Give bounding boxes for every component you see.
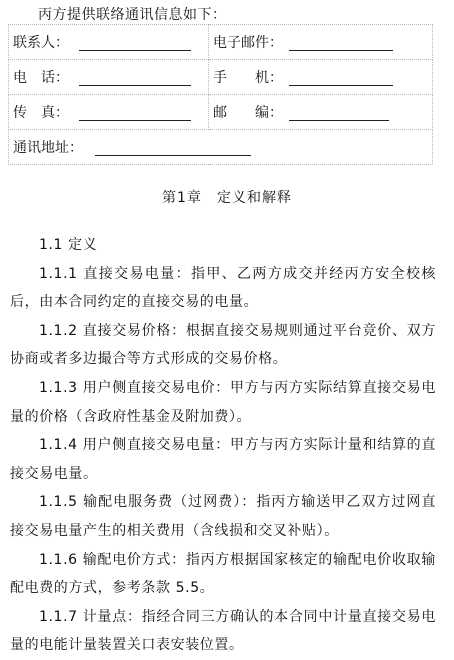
postcode-blank-line bbox=[289, 106, 389, 121]
contact-label: 联系人： bbox=[13, 35, 69, 51]
clause-1-1-3: 1.1.3 用户侧直接交易电价：甲方与丙方实际结算直接交易电量的价格（含政府性基金及附加费）。 bbox=[10, 379, 436, 425]
definitions-body bbox=[10, 231, 436, 660]
mobile-label: 手 机： bbox=[213, 70, 283, 86]
chapter-title: 第1章 定义和解释 bbox=[162, 190, 292, 206]
clause-1-1-2: 1.1.2 直接交易价格：根据直接交易规则通过平台竞价、双方协商或者多边撮合等方式形成的交易价格。 bbox=[10, 322, 436, 368]
email-blank-line bbox=[289, 36, 393, 51]
form-row-fax bbox=[9, 95, 433, 130]
address-blank-line bbox=[95, 141, 251, 156]
clause-1-1-7: 1.1.7 计量点：指经合同三方确认的本合同中计量直接交易电量的电能计量装置关口表安装位置。 bbox=[10, 608, 436, 654]
phone-label: 电 话： bbox=[13, 70, 69, 86]
contact-intro: 丙方提供联络通讯信息如下： bbox=[38, 7, 227, 23]
clause-1-1-6: 1.1.6 输配电价方式：指丙方根据国家核定的输配电价收取输配电费的方式，参考条款 5.5。 bbox=[10, 551, 436, 597]
contact-blank-line bbox=[79, 36, 191, 51]
postcode-label: 邮 编： bbox=[213, 105, 283, 121]
clause-1-1-1: 1.1.1 直接交易电量：指甲、乙两方成交并经丙方安全校核后，由本合同约定的直接交易的电量。 bbox=[10, 265, 436, 311]
email-cell bbox=[209, 25, 433, 60]
address-label: 通讯地址： bbox=[13, 140, 83, 156]
clause-1-1-4: 1.1.4 用户侧直接交易电量：甲方与丙方实际计量和结算的直接交易电量。 bbox=[10, 437, 436, 482]
clause-1-1-5: 1.1.5 输配电服务费（过网费）：指丙方输送甲乙双方过网直接交易电量产生的相关费用（含线损和交叉补贴）。 bbox=[10, 494, 436, 539]
form-row-address bbox=[9, 130, 433, 165]
mobile-blank-line bbox=[289, 71, 393, 86]
address-cell bbox=[9, 130, 433, 165]
fax-label: 传 真： bbox=[13, 105, 69, 121]
section-heading: 1.1 定义 bbox=[39, 237, 98, 253]
phone-cell bbox=[9, 60, 209, 95]
form-row-contact bbox=[9, 25, 433, 60]
fax-blank-line bbox=[79, 106, 191, 121]
contact-cell bbox=[9, 25, 209, 60]
form-row-phone bbox=[9, 60, 433, 95]
mobile-cell bbox=[209, 60, 433, 95]
fax-cell bbox=[9, 95, 209, 130]
email-label: 电子邮件： bbox=[213, 35, 283, 51]
phone-blank-line bbox=[79, 71, 191, 86]
postcode-cell bbox=[209, 95, 433, 130]
contact-info-table bbox=[8, 24, 433, 165]
